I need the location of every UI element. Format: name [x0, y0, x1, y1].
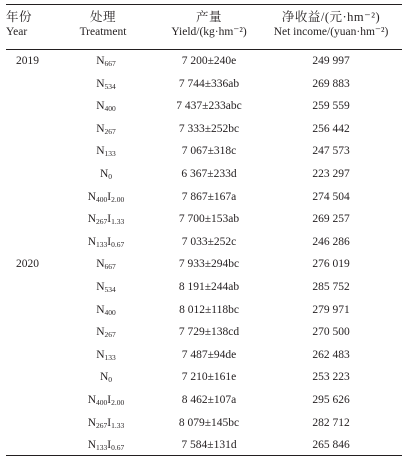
- treatment-subscript: 2.00: [111, 194, 125, 204]
- cell-yield: 7 033±252c: [181, 235, 237, 248]
- table-row: [6, 299, 402, 322]
- cell-yield: 7 200±240e: [181, 55, 237, 67]
- table-row: [6, 434, 402, 457]
- treatment-symbol: N: [96, 258, 105, 271]
- cell-net-income: 276 019: [312, 258, 350, 271]
- treatment-subscript: 267: [104, 126, 116, 136]
- treatment-subscript: 534: [104, 81, 116, 91]
- table-body: [6, 50, 402, 457]
- treatment-subscript: 667: [104, 59, 116, 68]
- header-income-cn: 净收益/(元·hm⁻²): [281, 10, 381, 24]
- treatment-symbol: N: [87, 235, 97, 248]
- cell-net-income: 246 286: [312, 235, 350, 248]
- treatment-symbol: I: [107, 439, 112, 452]
- table-row: [6, 95, 402, 118]
- treatment-subscript: 400: [104, 104, 116, 114]
- cell-yield: 7 867±167a: [181, 190, 237, 203]
- cell-net-income: 285 752: [312, 280, 350, 293]
- treatment-subscript: 0: [108, 171, 113, 181]
- header-year-en: Year: [6, 26, 28, 38]
- treatment-symbol: N: [96, 326, 105, 339]
- cell-yield: 7 210±161e: [181, 371, 237, 384]
- cell-net-income: 269 883: [312, 77, 350, 90]
- cell-yield: 7 487±94de: [181, 348, 237, 361]
- table-row: [6, 163, 402, 186]
- table-row: [6, 344, 402, 367]
- treatment-symbol: N: [87, 213, 97, 226]
- treatment-symbol: N: [96, 100, 105, 113]
- header-yield: [154, 10, 264, 40]
- cell-yield: 7 700±153ab: [178, 213, 240, 226]
- treatment-symbol: I: [107, 190, 112, 203]
- table-row: [6, 208, 402, 231]
- cell-net-income: 270 500: [312, 326, 350, 339]
- treatment-symbol: N: [96, 122, 105, 135]
- cell-yield: 7 437±233abc: [176, 100, 242, 113]
- cell-year: 2020: [16, 258, 39, 271]
- cell-yield: 7 933±294bc: [178, 258, 240, 271]
- treatment-subscript: 400: [96, 397, 108, 407]
- table-row: [6, 140, 402, 163]
- treatment-subscript: 267: [104, 330, 116, 340]
- header-treatment-cn: 处理: [89, 10, 116, 24]
- cell-net-income: 259 559: [312, 100, 350, 113]
- cell-yield: 8 079±145bc: [178, 416, 240, 429]
- treatment-symbol: N: [96, 145, 105, 158]
- table-row: [6, 50, 402, 73]
- treatment-symbol: I: [107, 416, 112, 429]
- cell-net-income: 274 504: [312, 190, 350, 203]
- treatment-subscript: 0.67: [111, 239, 125, 249]
- table-row: [6, 412, 402, 435]
- cell-yield: 6 367±233d: [181, 167, 237, 180]
- header-yield-cn: 产量: [195, 10, 222, 24]
- treatment-symbol: I: [107, 235, 112, 248]
- header-income: [262, 10, 400, 40]
- cell-net-income: 247 573: [312, 145, 350, 158]
- treatment-subscript: 133: [96, 443, 108, 453]
- treatment-symbol: N: [99, 167, 109, 180]
- treatment-symbol: I: [107, 393, 112, 406]
- cell-yield: 7 584±131d: [181, 439, 237, 452]
- table-row: [6, 118, 402, 141]
- table-row: [6, 73, 402, 96]
- cell-net-income: 249 997: [312, 55, 350, 67]
- table-row: [6, 389, 402, 412]
- table-top-rule: [6, 4, 402, 5]
- cell-yield: 8 191±244ab: [178, 280, 240, 293]
- cell-yield: 7 333±252bc: [178, 122, 240, 135]
- header-year: [6, 10, 32, 40]
- cell-net-income: 253 223: [312, 371, 350, 384]
- cell-yield: 7 729±138cd: [178, 326, 240, 339]
- treatment-symbol: N: [99, 371, 109, 384]
- treatment-symbol: N: [96, 280, 105, 293]
- header-year-cn: 年份: [6, 10, 33, 24]
- treatment-symbol: N: [96, 303, 105, 316]
- table-row: [6, 366, 402, 389]
- treatment-subscript: 1.33: [111, 217, 125, 227]
- cell-yield: 7 744±336ab: [178, 77, 240, 90]
- treatment-symbol: N: [87, 439, 97, 452]
- treatment-subscript: 0: [108, 375, 113, 385]
- cell-yield: 8 012±118bc: [179, 303, 239, 316]
- treatment-subscript: 2.00: [111, 397, 125, 407]
- table-row: [6, 231, 402, 254]
- treatment-subscript: 400: [104, 307, 116, 317]
- treatment-subscript: 534: [104, 284, 116, 294]
- treatment-subscript: 1.33: [111, 420, 125, 430]
- cell-yield: 7 067±318c: [181, 145, 237, 158]
- treatment-symbol: N: [96, 77, 105, 90]
- cell-net-income: 282 712: [312, 416, 350, 429]
- treatment-subscript: 133: [96, 239, 108, 249]
- header-treatment-en: Treatment: [79, 26, 127, 38]
- header-yield-en: Yield/(kg·hm⁻²): [171, 26, 247, 38]
- treatment-symbol: N: [87, 393, 97, 406]
- cell-year: 2019: [16, 55, 39, 67]
- header-treatment: [68, 10, 138, 40]
- table-row: [6, 253, 402, 276]
- cell-net-income: 256 442: [312, 122, 350, 135]
- treatment-subscript: 267: [96, 420, 108, 430]
- treatment-subscript: 133: [104, 352, 116, 362]
- cell-net-income: 279 971: [312, 303, 350, 316]
- cell-net-income: 265 846: [312, 439, 350, 452]
- treatment-subscript: 0.67: [111, 443, 125, 453]
- table-bottom-rule: [6, 455, 402, 456]
- treatment-symbol: N: [87, 416, 97, 429]
- table-row: [6, 186, 402, 209]
- cell-net-income: 223 297: [312, 167, 350, 180]
- treatment-symbol: N: [96, 348, 105, 361]
- treatment-subscript: 133: [104, 149, 116, 159]
- table-row: [6, 321, 402, 344]
- treatment-symbol: N: [87, 190, 97, 203]
- treatment-symbol: I: [107, 213, 112, 226]
- table-row: [6, 276, 402, 299]
- header-income-en: Net income/(yuan·hm⁻²): [273, 26, 389, 38]
- cell-net-income: 262 483: [312, 348, 350, 361]
- treatment-subscript: 267: [96, 217, 108, 227]
- cell-net-income: 269 257: [312, 213, 350, 226]
- cell-yield: 8 462±107a: [181, 393, 237, 406]
- treatment-symbol: N: [96, 55, 105, 67]
- cell-net-income: 295 626: [312, 393, 350, 406]
- treatment-subscript: 667: [104, 262, 116, 272]
- treatment-subscript: 400: [96, 194, 108, 204]
